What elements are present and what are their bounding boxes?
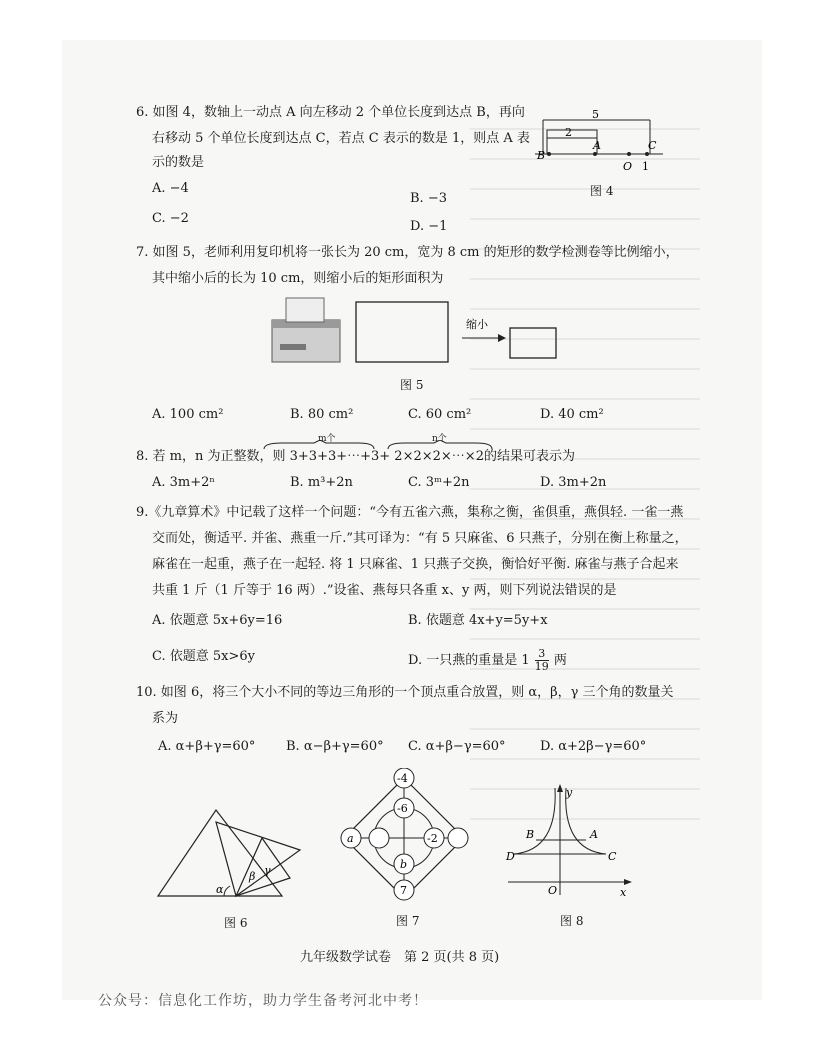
q7-option-b: B. 80 cm² xyxy=(290,407,354,422)
q10-option-b: B. α−β+γ=60° xyxy=(286,739,384,754)
fig4-label-O: O xyxy=(623,160,633,173)
q6-option-c: C. −2 xyxy=(152,211,189,226)
q10-line1: 10. 如图 6，将三个大小不同的等边三角形的一个顶点重合放置，则 α，β，γ 三个角的数量关 xyxy=(136,685,674,700)
fig7-a: a xyxy=(347,832,354,845)
figure-6-caption: 图 6 xyxy=(224,916,248,930)
q9-option-d-fraction xyxy=(535,648,549,673)
figure-7-caption: 图 7 xyxy=(396,914,420,928)
figure-8-caption: 图 8 xyxy=(560,914,584,928)
fig4-length-5: 5 xyxy=(592,108,599,121)
fig7-right: -2 xyxy=(427,832,438,845)
fig4-label-C: C xyxy=(648,139,657,152)
q9-fraction-numerator: 3 xyxy=(535,648,549,661)
q9-line4: 共重 1 斤（1 斤等于 16 两）.”设雀、燕每只各重 x、y 两，则下列说法错误的是 xyxy=(152,583,617,598)
watermark-caption: 公众号：信息化工作坊，助力学生备考河北中考！ xyxy=(98,993,428,1009)
figure-8-graph xyxy=(500,780,640,910)
fig4-label-1: 1 xyxy=(642,160,649,173)
q9-option-d xyxy=(408,648,567,673)
q8-brace-m: m个 xyxy=(318,434,336,444)
figure-4-number-line xyxy=(535,108,665,180)
fig6-alpha: α xyxy=(216,883,224,896)
q10-line2: 系为 xyxy=(152,711,179,726)
fig4-label-B: B xyxy=(537,149,546,162)
fig6-beta: β xyxy=(249,870,256,883)
q10-option-c: C. α+β−γ=60° xyxy=(408,739,506,754)
figure-4-caption: 图 4 xyxy=(590,184,614,198)
q9-line1: 9.《九章算术》中记载了这样一个问题：“今有五雀六燕，集称之衡，雀俱重，燕俱轻. 一雀一燕 xyxy=(136,505,684,520)
fig4-label-A: A xyxy=(593,139,601,152)
q10-option-a: A. α+β+γ=60° xyxy=(158,739,256,754)
q9-line3: 麻雀在一起重，燕子在一起轻. 将 1 只麻雀、1 只燕子交换，衡恰好平衡. 麻雀与燕子合起来 xyxy=(152,557,679,572)
q9-line2: 交而处，衡适平. 并雀、燕重一斤.”其可译为：“有 5 只麻雀、6 只燕子，分别在衡上称量之， xyxy=(152,531,688,546)
q6-line1: 6. 如图 4，数轴上一动点 A 向左移动 2 个单位长度到达点 B，再向 xyxy=(136,105,525,120)
q7-option-c: C. 60 cm² xyxy=(408,407,472,422)
fig8-label-B: B xyxy=(526,828,535,841)
fig8-axis-y: y xyxy=(566,786,573,799)
q7-option-d: D. 40 cm² xyxy=(540,407,604,422)
fig4-length-2: 2 xyxy=(565,126,572,139)
figure-5-copier xyxy=(266,294,566,374)
figure-6-triangles xyxy=(150,800,320,912)
q8-option-b: B. m³+2n xyxy=(290,475,353,490)
q6-option-b: B. −3 xyxy=(410,191,447,206)
q10-option-d: D. α+2β−γ=60° xyxy=(540,739,647,754)
figure-5-caption: 图 5 xyxy=(400,378,424,392)
fig8-label-A: A xyxy=(590,828,598,841)
q6-line2: 右移动 5 个单位长度到达点 C，若点 C 表示的数是 1，则点 A 表 xyxy=(152,131,530,146)
q7-line1: 7. 如图 5，老师利用复印机将一张长为 20 cm，宽为 8 cm 的矩形的数学检测卷等比例缩小， xyxy=(136,245,679,260)
fig8-label-D: D xyxy=(506,850,515,863)
q8-option-c: C. 3ᵐ+2n xyxy=(408,475,470,490)
page-footer: 九年级数学试卷 第 2 页(共 8 页) xyxy=(300,950,500,965)
fig7-upper: -6 xyxy=(397,802,408,815)
fig5-shrink-label: 缩小 xyxy=(466,318,488,331)
q6-line3: 示的数是 xyxy=(152,155,205,170)
q9-option-a: A. 依题意 5x+6y=16 xyxy=(152,613,283,628)
q7-line2: 其中缩小后的长为 10 cm，则缩小后的矩形面积为 xyxy=(152,271,444,286)
fig8-label-C: C xyxy=(608,850,617,863)
q7-option-a: A. 100 cm² xyxy=(152,407,224,422)
q9-option-b: B. 依题意 4x+y=5y+x xyxy=(408,613,548,628)
q9-option-c: C. 依题意 5x>6y xyxy=(152,649,255,664)
q8-option-a: A. 3m+2ⁿ xyxy=(152,475,216,490)
fig7-b: b xyxy=(400,858,408,871)
q6-option-a: A. −4 xyxy=(152,181,189,196)
q9-fraction-denominator: 19 xyxy=(534,660,549,673)
q8-brace-n: n个 xyxy=(432,434,447,444)
q8-option-d: D. 3m+2n xyxy=(540,475,607,490)
q8-line1: 8. 若 m，n 为正整数，则 3+3+3+⋯+3+ 2×2×2×⋯×2的结果可表示为 xyxy=(136,449,575,464)
figure-7-number-diamond xyxy=(334,768,474,910)
fig6-gamma: γ xyxy=(264,864,271,877)
q6-option-d: D. −1 xyxy=(410,219,448,234)
fig8-axis-x: x xyxy=(620,886,627,899)
fig7-top: -4 xyxy=(397,772,408,785)
q9-option-d-unit: 两 xyxy=(553,653,567,668)
fig7-bottom: 7 xyxy=(400,884,407,897)
q9-option-d-text: D. 一只燕的重量是 1 xyxy=(408,653,530,668)
fig8-origin: O xyxy=(548,884,558,897)
